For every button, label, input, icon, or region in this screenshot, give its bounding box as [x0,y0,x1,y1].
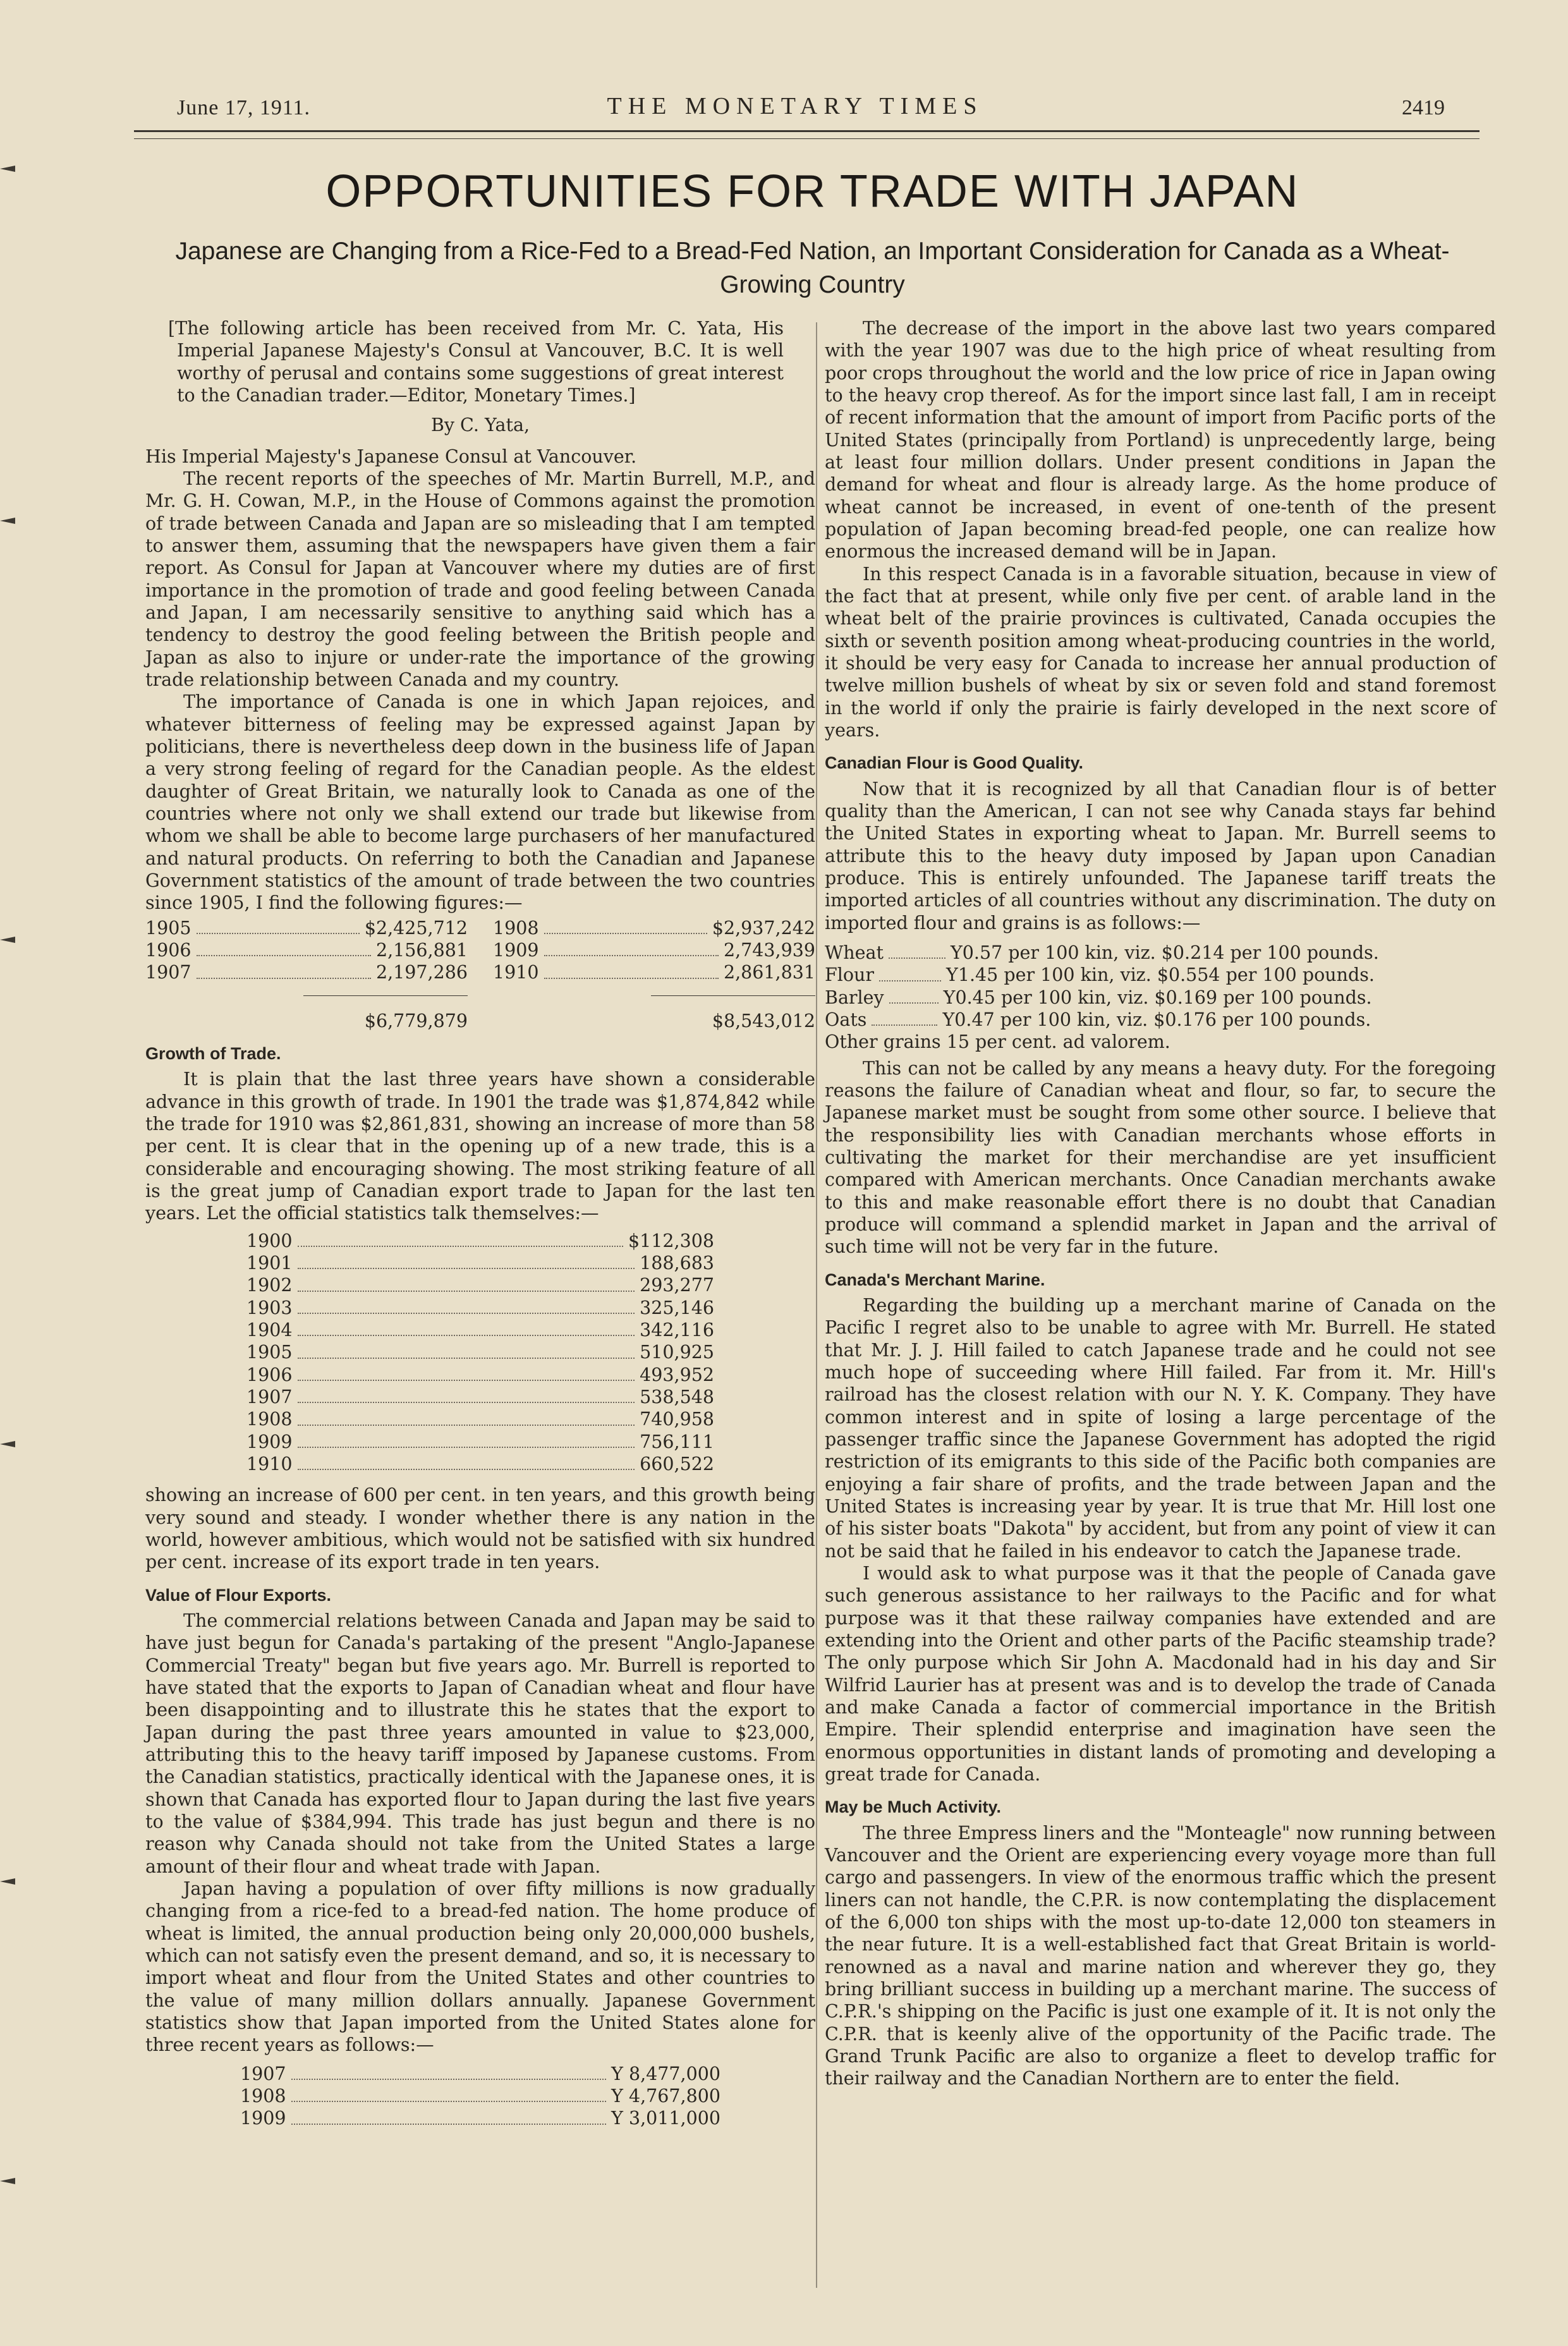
table-row: 1908 $2,937,242 [493,917,815,939]
table-row: 1907 538,548 [246,1386,714,1407]
table-row: 1907 Y 8,477,000 [240,2063,720,2084]
table-total: $6,779,879 [364,1010,468,1031]
header-rule [134,130,1480,139]
trade-table-col-a [145,917,468,1032]
us-import-table [240,2063,720,2130]
binding-mark [0,2175,15,2187]
binding-mark [0,1438,15,1450]
section-heading: Canadian Flour is Good Quality. [825,753,1084,773]
table-row: 1910 660,522 [246,1453,714,1474]
table-row: 1901 188,683 [246,1252,714,1273]
article-title: OPPORTUNITIES FOR TRADE WITH JAPAN [325,166,1299,217]
byline: By C. Yata, [430,415,530,436]
duty-table [825,942,1496,1054]
export-table [246,1230,714,1476]
duty-footnote: Other grains 15 per cent. ad valorem. [825,1031,1170,1053]
paragraph: It is plain that the last three years have shown a considerable advance in this growth of trade. In 1901 the trade was $1,874,842 while the trade for 1910 was $2,861,831, showing an increase of more than 58 per cent. It is clear that in the opening up of a new trade, this is a considerable and encouraging showing. The most striking feature of all is the great jump of Canadian export trade to Japan for the last ten years. Let the official statistics talk themselves:— [145,1069,815,1224]
paragraph: The decrease of the import in the above last two years compared with the year 1907 was due to the high price of wheat resulting from poor crops throughout the world and the low price of rice in Japan owing to the heavy crop thereof. As for the import since last fall, I am in receipt of recent information that the amount of import from Pacific ports of the United States (principally from Portland) is unprecedently large, being at least four million dollars. Under present conditions in Japan the demand for wheat and flour is already large. As the home produce of wheat cannot be increased, in event of one-tenth of the present population of Japan becoming bread-fed people, one can realize how enormous the increased demand will be in Japan. [825,318,1496,562]
section-heading: Canada's Merchant Marine. [825,1270,1045,1289]
issue-date: June 17, 1911. [177,96,311,119]
table-row: 1900 $112,308 [246,1230,714,1251]
paragraph: The commercial relations between Canada and Japan may be said to have just begun for Canada's partaking of the present "Anglo-Japanese Commercial Treaty" began but five years ago. Mr. Burrell is reported to have stated that the exports to Japan of Canadian wheat and flour have been disappointing and to illustrate this he states that the export to Japan during the past three years amounted in value to $23,000, attributing this to the heavy tariff imposed by Japanese customs. From the Canadian statistics, practically identical with the Japanese ones, it is shown that Canada has exported flour to Japan during the last five years to the value of $384,994. This trade has just begun and there is no reason why Canada should not take from the United States a large amount of their flour and wheat trade with Japan. [145,1610,815,1877]
paragraph: showing an increase of 600 per cent. in ten years, and this growth being very sound and steady. I wonder whether there is any nation in the world, however ambitious, which would not be satisfied with six hundred per cent. increase of its export trade in ten years. [145,1485,815,1573]
editor-note: [The following article has been received from Mr. C. Yata, His Imperial Japanese Majesty's Consul at Vancouver, B.C. It is well worthy of perusal and contains some suggestions of great interest to the Canadian trader.—Editor, Monetary Times.] [168,318,784,406]
binding-mark [0,1876,15,1887]
paragraph: The recent reports of the speeches of Mr. Martin Burrell, M.P., and Mr. G. H. Cowan, M.P., in the House of Commons against the promotion of trade between Canada and Japan are so misleading that I am tempted to answer them, assuming that the newspapers have given them a fair report. As Consul for Japan at Vancouver where my duties are of first importance in the promotion of trade and good feeling between Canada and Japan, I am necessarily sensitive to anything said which has a tendency to destroy the good feeling between the British people and Japan as also to injure or under-rate the importance of the growing trade relationship between Canada and my country. [145,468,815,690]
paragraph: This can not be called by any means a heavy duty. For the foregoing reasons the failure of Canadian wheat and flour, so far, to secure the Japanese market must be sought from some other source. I believe that the responsibility lies with Canadian merchants whose efforts in cultivating the market for their merchandise are yet insufficient compared with American merchants. Once Canadian merchants awake to this and make reasonable effort there is no doubt that Canadian produce will command a splendid market in Japan and the arrival of such time will not be very far in the future. [825,1057,1496,1258]
article-subtitle: Japanese are Changing from a Rice-Fed to a Bread-Fed Nation, an Important Consideration for Canada as a Wheat-Growing Country [175,238,1450,298]
paragraph: Now that it is recognized by all that Canadian flour is of better quality than the American, I can not see why Canada stays far behind the United States in exporting wheat to Japan. Mr. Burrell seems to attribute this to the heavy duty imposed by Japan upon Canadian produce. This is entirely unfounded. The Japanese tariff treats the imported articles of all countries without any discrimination. The duty on imported flour and grains is as follows:— [825,778,1496,933]
table-row: 1906 493,952 [246,1364,714,1385]
table-row: Oats Y0.47 per 100 kin, viz. $0.176 per 100 pounds. [825,1009,1371,1030]
column-divider [816,322,817,2288]
table-row: 1905 $2,425,712 [145,917,468,939]
table-row: 1909 756,111 [246,1431,714,1452]
table-row: 1902 293,277 [246,1275,714,1296]
section-heading: May be Much Activity. [825,1797,1002,1817]
table-row: 1909 2,743,939 [493,939,815,961]
table-row: Wheat Y0.57 per 100 kin, viz. $0.214 per 100 pounds. [825,942,1379,963]
page-number: 2419 [1402,96,1445,119]
left-column [145,317,815,2136]
binding-mark [0,163,15,174]
paper-name: THE MONETARY TIMES [607,93,983,119]
table-row: 1909 Y 3,011,000 [240,2108,720,2129]
binding-mark [0,934,15,945]
paragraph: Japan having a population of over fifty millions is now gradually changing from a rice-fed to a bread-fed nation. The home produce of wheat is limited, the annual production being only 20,000,000 bushels, which can not satisfy even the present demand, and so, it is necessary to import wheat and flour from the United States and other countries to the value of many million dollars annually. Japanese Government statistics show that Japan imported from the United States alone for three recent years as follows:— [145,1878,815,2056]
table-row: Flour Y1.45 per 100 kin, viz. $0.554 per 100 pounds. [825,964,1375,986]
table-row: 1905 510,925 [246,1342,714,1363]
paragraph: The importance of Canada is one in which Japan rejoices, and whatever bitterness of feeling may be expressed against Japan by politicians, there is nevertheless deep down in the business life of Japan a very strong feeling of regard for the Canadian people. As the eldest daughter of Great Britain, we naturally look to Canada as one of the countries where not only we shall extend our trade but likewise from whom we shall be able to become large purchasers of her manufactured and natural products. On referring to both the Canadian and Japanese Government statistics of the amount of trade between the two countries since 1905, I find the following figures:— [145,691,815,914]
trade-table [145,917,815,1032]
right-column [825,317,1496,2090]
table-row: 1908 740,958 [246,1409,714,1430]
table-row: 1910 2,861,831 [493,962,815,983]
paragraph: I would ask to what purpose was it that the people of Canada gave such generous assistance to her railways to the Pacific and for what purpose was it that these railway companies have extended and are extending into the Orient and other parts of the Pacific steamship trade? The only purpose which Sir John A. Macdonald had in his day and Sir Wilfrid Laurier has at present was and is to develop the trade of Canada and make Canada a factor of commercial importance in the British Empire. Their splendid enterprise and imagination have seen the enormous opportunities in distant lands of promoting and developing a great trade for Canada. [825,1563,1496,1785]
table-total: $8,543,012 [712,1010,815,1031]
total-rule [303,995,468,996]
table-row: 1904 342,116 [246,1319,714,1340]
table-row: Barley Y0.45 per 100 kin, viz. $0.169 per 100 pounds. [825,987,1372,1008]
author-title: His Imperial Majesty's Japanese Consul at Vancouver. [145,446,637,467]
section-heading: Growth of Trade. [145,1043,281,1063]
table-row: 1907 2,197,286 [145,962,468,983]
trade-table-col-b [493,917,815,1032]
paragraph: In this respect Canada is in a favorable situation, because in view of the fact that at present, while only five per cent. of arable land in the wheat belt of the prairie provinces is cultivated, Canada occupies the sixth or seventh position among wheat-producing countries in the world, it should be very easy for Canada to increase her annual production of twelve million bushels of wheat by six or seven fold and stand foremost in the world if only the prairie is fairly developed in the next score of years. [825,563,1496,741]
table-row: 1903 325,146 [246,1297,714,1318]
total-rule [651,995,815,996]
running-head [145,88,1445,126]
binding-mark [0,515,15,526]
section-heading: Value of Flour Exports. [145,1585,332,1605]
paragraph: The three Empress liners and the "Monteagle" now running between Vancouver and the Orient are experiencing every voyage more than full cargo and passengers. In view of the enormous traffic which the present liners can not handle, the C.P.R. is now contemplating the displacement of the 6,000 ton ships with the most up-to-date 12,000 ton steamers in the near future. It is a well-established fact that Great Britain is world-renowned as a naval and marine nation and wherever they go, they bring brilliant success in building up a merchant marine. The success of C.P.R.'s shipping on the Pacific is just one example of it. It is not only the C.P.R. that is keenly alive of the opportunity of the Pacific trade. The Grand Trunk Pacific are also to organize a fleet to develop traffic for their railway and the Canadian Northern are to enter the field. [825,1822,1496,2089]
table-row: 1908 Y 4,767,800 [240,2085,720,2106]
paragraph: Regarding the building up a merchant marine of Canada on the Pacific I regret also to be unable to agree with Mr. Burrell. He stated that Mr. J. J. Hill failed to catch Japanese trade and he could not see much hope of succeeding where Hill failed. Far from it. Mr. Hill's railroad has the closest relation with our N. Y. K. Company. They have common interest and in spite of losing a large percentage of the passenger traffic since the Japanese Government has adopted the rigid restriction of its emigrants to this side of the Pacific both companies are enjoying a fair share of profits, and the trade between Japan and the United States is increasing year by year. It is true that Mr. Hill lost one of his sister boats "Dakota" by accident, but from any point of view it can not be said that he failed in his endeavor to catch the Japanese trade. [825,1295,1496,1562]
table-row: 1906 2,156,881 [145,939,468,961]
